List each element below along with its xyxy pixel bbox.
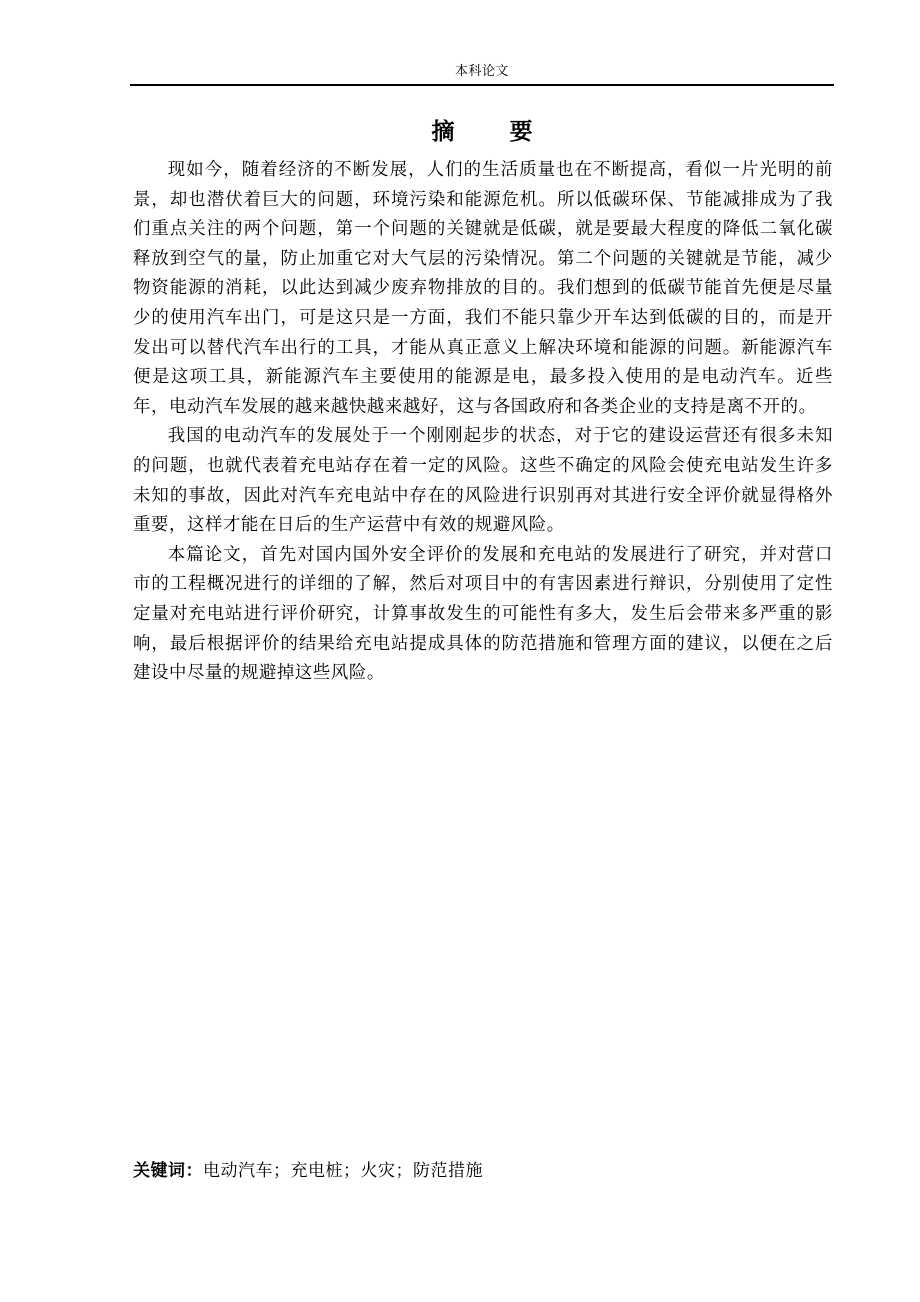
- keywords-line: [133, 1156, 833, 1186]
- running-header: 本科论文: [454, 64, 509, 79]
- keywords-label: 关键词：: [133, 1161, 203, 1181]
- abstract-paragraph-3: 本篇论文，首先对国内国外安全评价的发展和充电站的发展进行了研究，并对营口市的工程概况进行的详细的了解，然后对项目中的有害因素进行辩识，分别使用了定性定量对充电站进行评价研究，计算事故发生的可能性有多大，发生后会带来多严重的影响，最后根据评价的结果给充电站提成具体的防范措施和管理方面的建议，以便在之后建设中尽量的规避掉这些风险。: [133, 544, 833, 684]
- abstract-body: [133, 156, 833, 689]
- abstract-paragraph-2: 我国的电动汽车的发展处于一个刚刚起步的状态，对于它的建设运营还有很多未知的问题，也就代表着充电站存在着一定的风险。这些不确定的风险会使充电站发生许多未知的事故，因此对汽车充电站中存在的风险进行识别再对其进行安全评价就显得格外重要，这样才能在日后的生产运营中有效的规避风险。: [133, 426, 833, 536]
- keywords-terms: 电动汽车；充电桩；火灾；防范措施: [203, 1161, 483, 1181]
- header-rule: [130, 84, 834, 86]
- abstract-paragraph-1: 现如今，随着经济的不断发展，人们的生活质量也在不断提高，看似一片光明的前景，却也潜伏着巨大的问题，环境污染和能源危机。所以低碳环保、节能减排成为了我们重点关注的两个问题，第一个问题的关键就是低碳，就是要最大程度的降低二氧化碳释放到空气的量，防止加重它对大气层的污染情况。第二个问题的关键就是节能，减少物资能源的消耗，以此达到减少废弃物排放的目的。我们想到的低碳节能首先便是尽量少的使用汽车出门，可是这只是一方面，我们不能只靠少开车达到低碳的目的，而是开发出可以替代汽车出行的工具，才能从真正意义上解决环境和能源的问题。新能源汽车便是这项工具，新能源汽车主要使用的能源是电，最多投入使用的是电动汽车。近些年，电动汽车发展的越来越快越来越好，这与各国政府和各类企业的支持是离不开的。: [133, 160, 833, 417]
- abstract-title: 摘 要: [431, 118, 549, 145]
